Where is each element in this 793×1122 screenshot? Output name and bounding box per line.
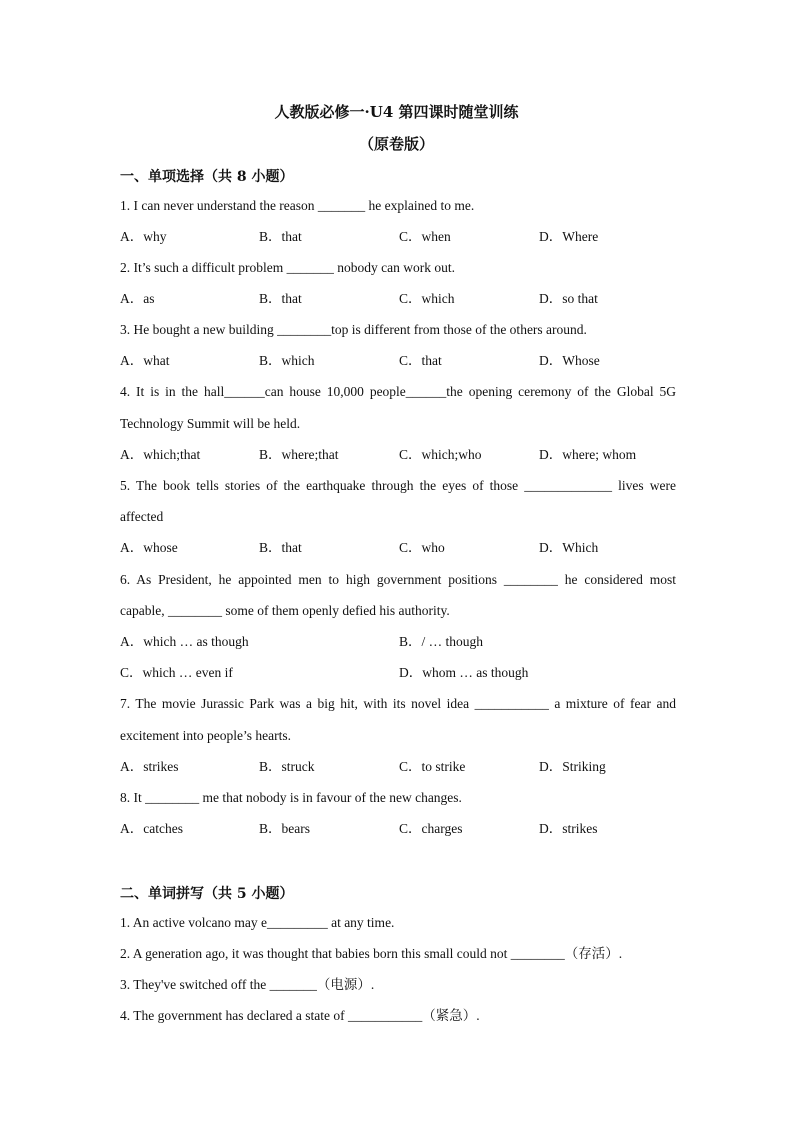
question-3-option-d[interactable]: D．Whose bbox=[539, 353, 600, 368]
question-6-option-a[interactable]: A．which … as though bbox=[120, 634, 249, 649]
question-7-options bbox=[120, 758, 680, 776]
question-2-stem: 2. It’s such a difficult problem _______ nobody can work out. bbox=[120, 260, 455, 275]
question-5-stem-line-1: 5. The book tells stories of the earthquake through the eyes of those _____________ lives were bbox=[120, 478, 676, 493]
question-4-stem-line-2: Technology Summit will be held. bbox=[120, 416, 301, 431]
question-1-option-a[interactable]: A．why bbox=[120, 229, 167, 244]
question-4-option-d[interactable]: D．where; whom bbox=[539, 447, 637, 462]
question-7-option-d[interactable]: D．Striking bbox=[539, 759, 606, 774]
question-8-option-c[interactable]: C．charges bbox=[399, 821, 463, 836]
question-2-option-b[interactable]: B．that bbox=[259, 291, 302, 306]
spelling-item-2: 2. A generation ago, it was thought that babies born this small could not ________（存活）. bbox=[120, 946, 623, 961]
question-4-stem-line-1: 4. It is in the hall______can house 10,000 people______the opening ceremony of the Global 5G bbox=[120, 384, 676, 399]
question-4-option-a[interactable]: A．which;that bbox=[120, 447, 201, 462]
question-3-stem: 3. He bought a new building ________top is different from those of the others around. bbox=[120, 322, 587, 337]
question-5-option-d[interactable]: D．Which bbox=[539, 540, 599, 555]
spelling-item-3: 3. They've switched off the _______（电源）. bbox=[120, 977, 375, 992]
section-heading-word-spelling: 二、单词拼写（共 5 小题） bbox=[120, 886, 294, 902]
question-6-option-d[interactable]: D．whom … as though bbox=[399, 665, 529, 680]
question-2-options bbox=[120, 290, 680, 308]
question-2-option-a[interactable]: A．as bbox=[120, 291, 155, 306]
question-1-options bbox=[120, 228, 680, 246]
question-4-option-b[interactable]: B．where;that bbox=[259, 447, 339, 462]
document-title: 人教版必修一·U4 第四课时随堂训练 bbox=[274, 103, 519, 121]
spelling-item-1: 1. An active volcano may e_________ at any time. bbox=[120, 915, 395, 930]
question-5-option-a[interactable]: A．whose bbox=[120, 540, 178, 555]
question-1-option-c[interactable]: C．when bbox=[399, 229, 451, 244]
question-3-options bbox=[120, 352, 680, 370]
question-1-option-d[interactable]: D．Where bbox=[539, 229, 599, 244]
question-6-stem-line-2: capable, ________ some of them openly defied his authority. bbox=[120, 603, 450, 618]
question-1-stem: 1. I can never understand the reason _______ he explained to me. bbox=[120, 198, 475, 213]
question-1-option-b[interactable]: B．that bbox=[259, 229, 302, 244]
question-3-option-a[interactable]: A．what bbox=[120, 353, 170, 368]
section-heading-multiple-choice: 一、单项选择（共 8 小题） bbox=[120, 169, 294, 185]
question-2-option-c[interactable]: C．which bbox=[399, 291, 455, 306]
question-8-stem: 8. It ________ me that nobody is in favour of the new changes. bbox=[120, 790, 462, 805]
question-2-option-d[interactable]: D．so that bbox=[539, 291, 598, 306]
question-7-stem-line-2: excitement into people’s hearts. bbox=[120, 728, 291, 743]
question-8-option-a[interactable]: A．catches bbox=[120, 821, 183, 836]
question-6-stem-line-1: 6. As President, he appointed men to high government positions ________ he considered most bbox=[120, 572, 676, 587]
question-4-option-c[interactable]: C．which;who bbox=[399, 447, 482, 462]
question-6-options-row-1 bbox=[120, 633, 680, 651]
question-5-stem-line-2: affected bbox=[120, 509, 164, 524]
question-4-options bbox=[120, 446, 680, 464]
question-6-option-c[interactable]: C．which … even if bbox=[120, 665, 233, 680]
question-7-option-c[interactable]: C．to strike bbox=[399, 759, 466, 774]
question-6-options-row-2 bbox=[120, 664, 680, 682]
question-6-option-b[interactable]: B．/ … though bbox=[399, 634, 484, 649]
question-7-stem-line-1: 7. The movie Jurassic Park was a big hit, with its novel idea ___________ a mixture of fear and bbox=[120, 696, 676, 711]
question-3-option-c[interactable]: C．that bbox=[399, 353, 442, 368]
question-7-option-a[interactable]: A．strikes bbox=[120, 759, 179, 774]
question-7-option-b[interactable]: B．struck bbox=[259, 759, 315, 774]
question-5-option-b[interactable]: B．that bbox=[259, 540, 302, 555]
question-3-option-b[interactable]: B．which bbox=[259, 353, 315, 368]
question-8-options bbox=[120, 820, 680, 838]
question-8-option-d[interactable]: D．strikes bbox=[539, 821, 598, 836]
question-8-option-b[interactable]: B．bears bbox=[259, 821, 310, 836]
question-5-options bbox=[120, 539, 680, 557]
question-5-option-c[interactable]: C．who bbox=[399, 540, 445, 555]
document-subtitle: （原卷版） bbox=[358, 135, 434, 153]
spelling-item-4: 4. The government has declared a state of ___________（紧急）. bbox=[120, 1008, 480, 1023]
